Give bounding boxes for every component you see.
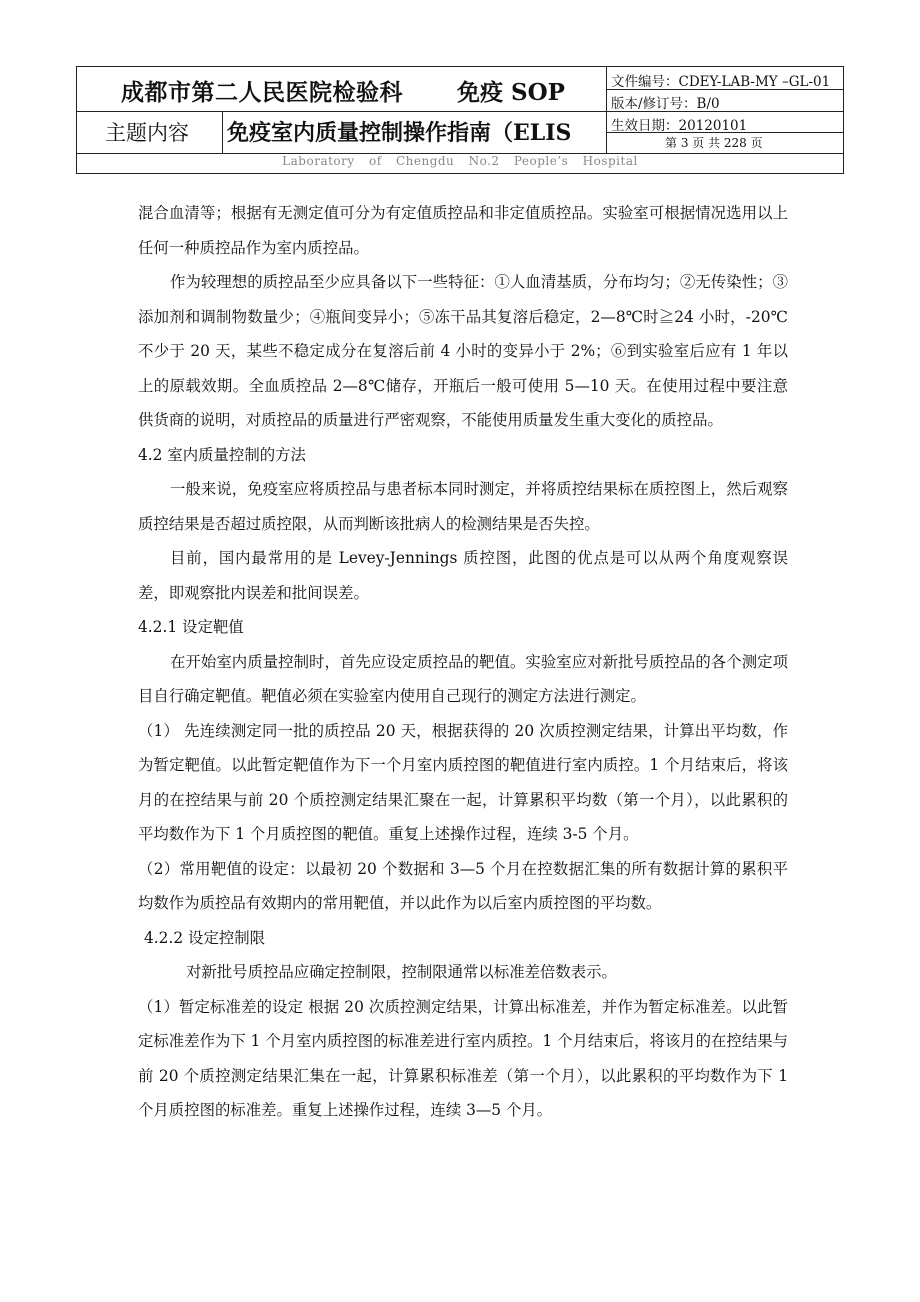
- paragraph: 对新批号质控品应确定控制限，控制限通常以标准差倍数表示。: [186, 963, 617, 981]
- section-heading: 4.2 室内质量控制的方法: [138, 445, 306, 464]
- paragraph: （1） 先连续测定同一批的质控品 20 天，根据获得的 20 次质控测定结果，计算出平均数，作为暂定靶值。以此暂定靶值作为下一个月室内质控图的靶值进行室内质控。1 个月结束后，将该月的在控结果与前 20 个质控测定结果汇聚在一起，计算累积平均数（第一个月），以此累积的平均数作为下 1 个月质控图的靶值。重复上述操作过程，连续 3-5 个月。: [138, 721, 788, 843]
- document-body: [138, 196, 788, 1128]
- header-divider: [77, 111, 843, 112]
- section-heading: 4.2.2 设定控制限: [144, 928, 266, 947]
- page-info: 第 3 页 共 228 页: [665, 136, 763, 150]
- version-number: 版本/修订号：B/0: [611, 96, 720, 112]
- sop-title: 免疫 SOP: [457, 79, 565, 106]
- subject-title: 免疫室内质量控制操作指南（ELIS: [227, 120, 572, 146]
- header-divider: [222, 111, 223, 153]
- document-header: [76, 66, 844, 174]
- paragraph: 作为较理想的质控品至少应具备以下一些特征：①人血清基质，分布均匀；②无传染性；③添加剂和调制物数量少；④瓶间变异小；⑤冻干品其复溶后稳定，2—8℃时≧24 小时，-20℃不少于 20 天，某些不稳定成分在复溶后前 4 小时的变异小于 2%；⑥到实验室后应有 1 年以上的原载效期。全血质控品 2—8℃储存，开瓶后一般可使用 5—10 天。在使用过程中要注意供货商的说明，对质控品的质量进行严密观察，不能使用质量发生重大变化的质控品。: [138, 273, 788, 429]
- section-heading: 4.2.1 设定靶值: [138, 618, 244, 636]
- header-divider: [606, 67, 607, 153]
- effective-date: 生效日期：20120101: [611, 118, 748, 134]
- hospital-department-title: 成都市第二人民医院检验科: [121, 79, 403, 106]
- paragraph: 一般来说，免疫室应将质控品与患者标本同时测定，并将质控结果标在质控图上，然后观察质控结果是否超过质控限，从而判断该批病人的检测结果是否失控。: [138, 480, 788, 533]
- paragraph: 目前，国内最常用的是 Levey-Jennings 质控图，此图的优点是可以从两个角度观察误差，即观察批内误差和批间误差。: [138, 549, 788, 602]
- paragraph: 混合血清等；根据有无测定值可分为有定值质控品和非定值质控品。实验室可根据情况选用以上任何一种质控品作为室内质控品。: [138, 204, 788, 257]
- paragraph: （1）暂定标准差的设定 根据 20 次质控测定结果，计算出标准差，并作为暂定标准差。以此暂定标准差作为下 1 个月室内质控图的标准差进行室内质控。1 个月结束后，将该月的在控结果与前 20 个质控测定结果汇集在一起，计算累积标准差（第一个月），以此累积的平均数作为下 1 个月质控图的标准差。重复上述操作过程，连续 3—5 个月。: [138, 997, 788, 1119]
- laboratory-name: Laboratory of Chengdu No.2 People’s Hospital: [282, 154, 638, 168]
- document-number: 文件编号：CDEY-LAB-MY –GL-01: [611, 74, 831, 90]
- subject-label: 主题内容: [105, 121, 189, 145]
- paragraph: （2）常用靶值的设定：以最初 20 个数据和 3—5 个月在控数据汇集的所有数据计算的累积平均数作为质控品有效期内的常用靶值，并以此作为以后室内质控图的平均数。: [138, 859, 788, 912]
- paragraph: 在开始室内质量控制时，首先应设定质控品的靶值。实验室应对新批号质控品的各个测定项目自行确定靶值。靶值必须在实验室内使用自己现行的测定方法进行测定。: [138, 652, 788, 705]
